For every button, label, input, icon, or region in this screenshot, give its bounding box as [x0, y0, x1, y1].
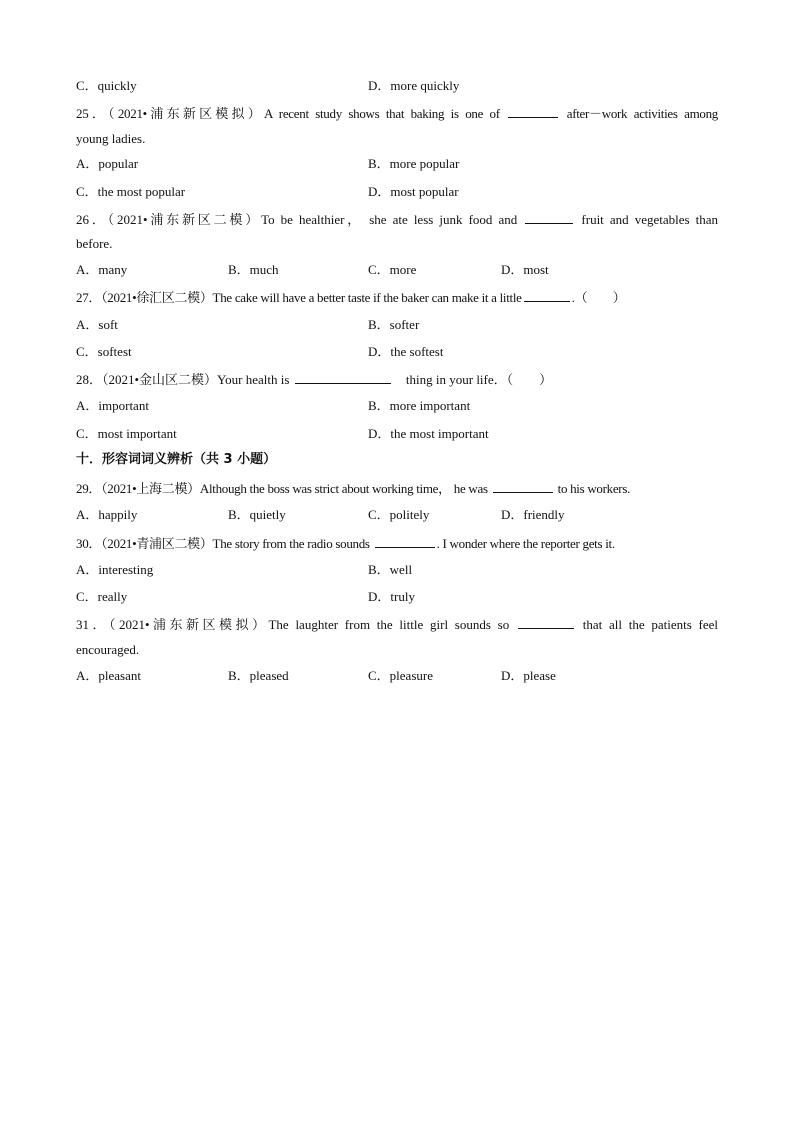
option-c[interactable]: C．politely [368, 507, 430, 522]
option-row [76, 154, 718, 174]
question-text: 25．（2021•浦东新区模拟）A recent study shows that baking is one of [76, 106, 500, 121]
question-text: thing in your life．（ ） [405, 372, 553, 387]
option-d[interactable]: D．truly [368, 589, 415, 604]
option-c[interactable]: C．pleasure [368, 668, 433, 683]
option-b[interactable]: B．more important [368, 398, 471, 413]
question-text: that all the patients feel [582, 617, 718, 632]
option-c[interactable]: C．more [368, 262, 417, 277]
question-text: . I wonder where the reporter gets it. [436, 536, 615, 551]
answer-blank[interactable] [518, 614, 574, 629]
question-26 [76, 209, 718, 229]
option-b[interactable]: B．pleased [228, 668, 289, 683]
question-text: fruit and vegetables than [581, 212, 719, 227]
question-text: 31．（2021•浦东新区模拟）The laughter from the little girl sounds so [76, 617, 510, 632]
option-row [76, 505, 718, 525]
option-d[interactable]: D．please [501, 668, 556, 683]
answer-blank[interactable] [375, 533, 435, 548]
question-continuation: before. [76, 236, 113, 251]
question-continuation: encouraged. [76, 642, 140, 657]
option-b[interactable]: B．well [368, 562, 413, 577]
option-row [76, 260, 718, 280]
question-text: 28．（2021•金山区二模）Your health is [76, 372, 290, 387]
option-row [76, 560, 718, 580]
answer-blank[interactable] [525, 209, 573, 224]
question-25 [76, 103, 718, 123]
option-c[interactable]: C．the most popular [76, 184, 186, 199]
option-row [76, 396, 718, 416]
question-continuation: young ladies. [76, 131, 146, 146]
option-c[interactable]: C．most important [76, 426, 177, 441]
question-text: .（ ） [571, 290, 626, 305]
question-27 [76, 287, 718, 307]
section-heading: 十．形容词词义辨析（共 3 小题） [76, 452, 277, 467]
option-row [76, 182, 718, 202]
question-28 [76, 369, 718, 389]
answer-blank[interactable] [493, 478, 553, 493]
option-c[interactable]: C．quickly [76, 78, 137, 93]
option-d[interactable]: D．most [501, 262, 549, 277]
question-text: to his workers. [557, 481, 631, 496]
option-row [76, 342, 718, 362]
option-a[interactable]: A．pleasant [76, 668, 141, 683]
option-a[interactable]: A．important [76, 398, 149, 413]
option-b[interactable]: B．softer [368, 317, 420, 332]
option-d[interactable]: D．most popular [368, 184, 459, 199]
question-text: 30．（2021•青浦区二模）The story from the radio sounds [76, 536, 370, 551]
option-row [76, 424, 718, 444]
answer-blank[interactable] [508, 103, 558, 118]
question-text: after－work activities among [566, 106, 719, 121]
option-b[interactable]: B．more popular [368, 156, 460, 171]
option-d[interactable]: D．more quickly [368, 78, 460, 93]
option-a[interactable]: A．soft [76, 317, 118, 332]
option-a[interactable]: A．many [76, 262, 128, 277]
question-text: 27．（2021•徐汇区二模）The cake will have a better taste if the baker can make it a little [76, 290, 522, 305]
option-row [76, 666, 718, 686]
answer-blank[interactable] [295, 369, 391, 384]
option-a[interactable]: A．happily [76, 507, 138, 522]
option-d[interactable]: D．the softest [368, 344, 444, 359]
option-b[interactable]: B．much [228, 262, 279, 277]
question-29 [76, 478, 718, 498]
question-30 [76, 533, 718, 553]
option-a[interactable]: A．interesting [76, 562, 154, 577]
option-c[interactable]: C．softest [76, 344, 132, 359]
option-c[interactable]: C．really [76, 589, 128, 604]
option-row [76, 76, 718, 96]
option-d[interactable]: D．the most important [368, 426, 489, 441]
option-b[interactable]: B．quietly [228, 507, 286, 522]
question-text: 29．（2021•上海二模）Although the boss was strict about working time， he was [76, 481, 488, 496]
option-row [76, 315, 718, 335]
option-row [76, 587, 718, 607]
answer-blank[interactable] [524, 287, 570, 302]
question-31 [76, 614, 718, 634]
option-a[interactable]: A．popular [76, 156, 139, 171]
option-d[interactable]: D．friendly [501, 507, 565, 522]
question-text: 26．（2021•浦东新区二模）To be healthier， she ate less junk food and [76, 212, 518, 227]
